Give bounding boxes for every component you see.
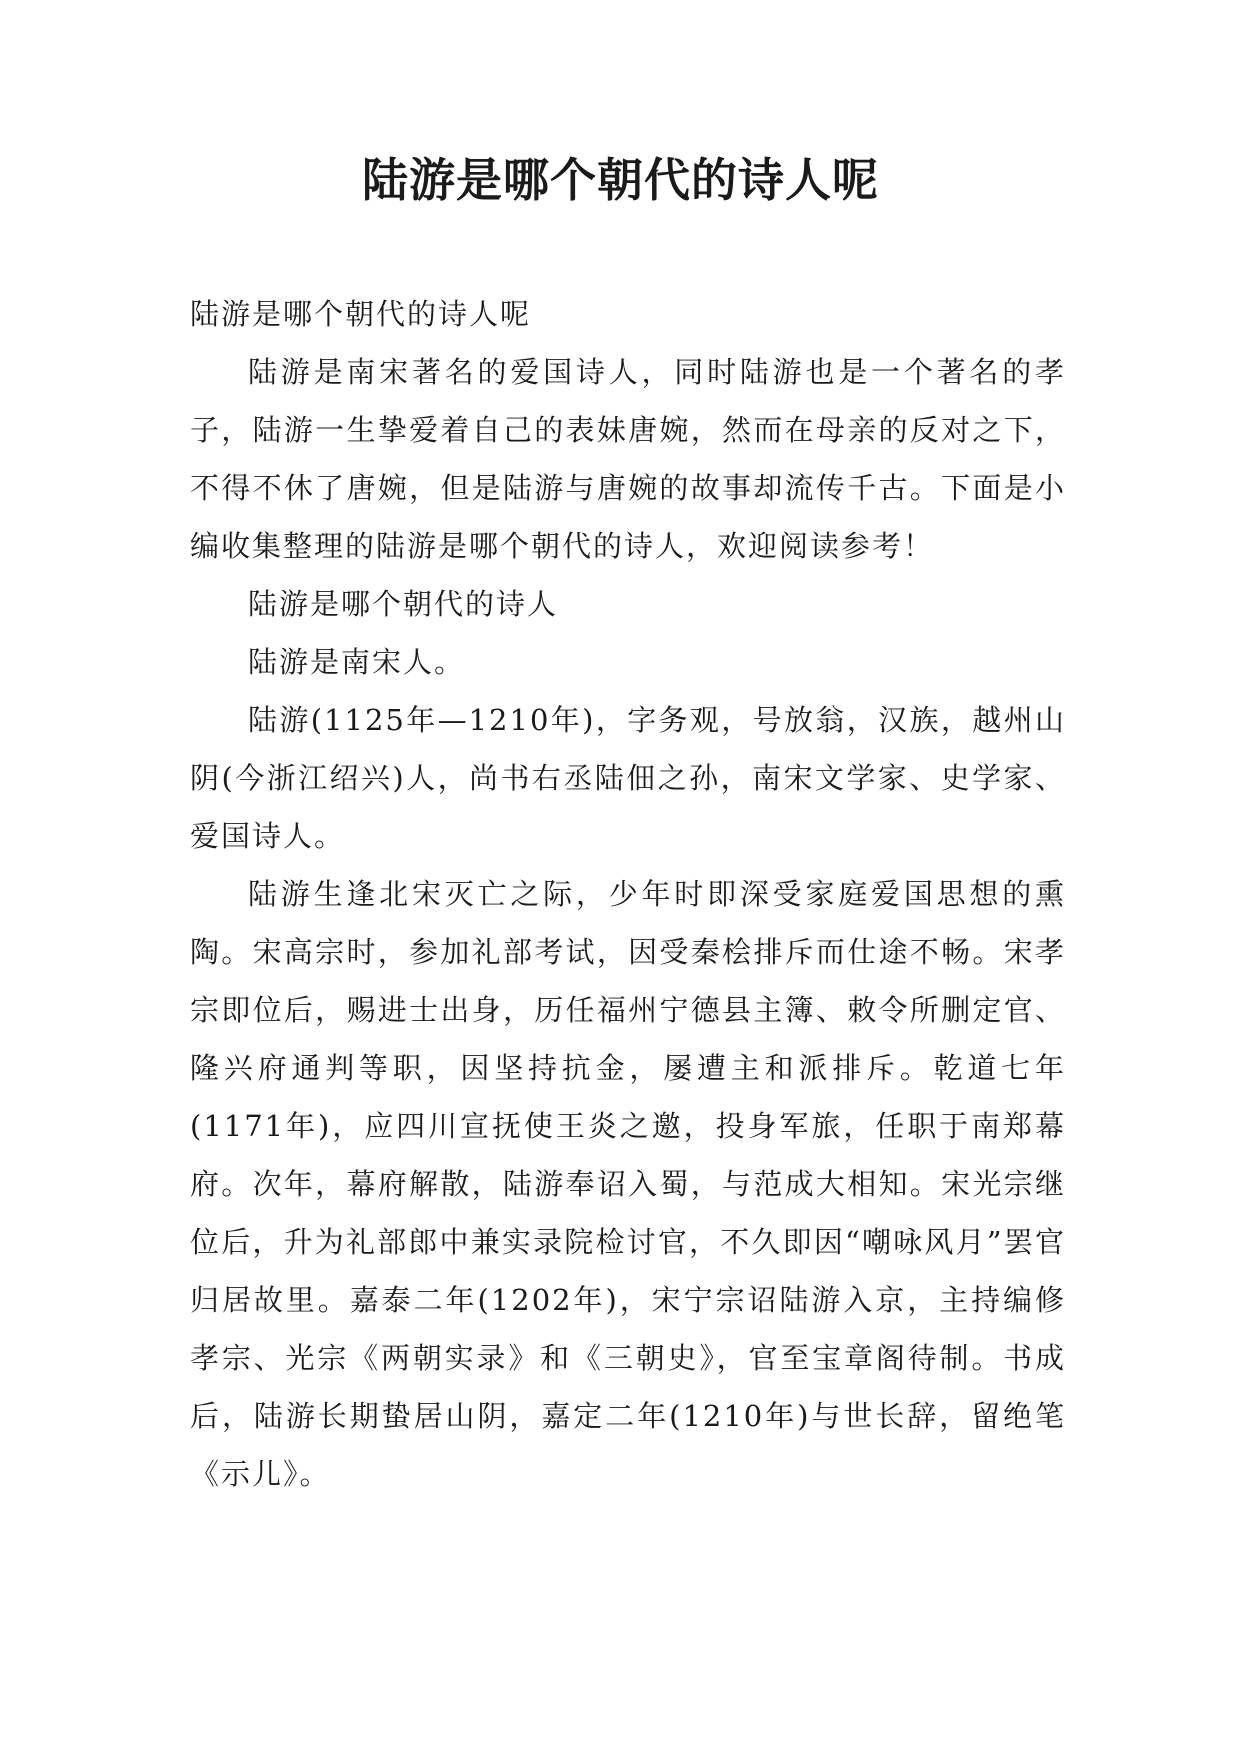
document-body <box>190 285 1066 1503</box>
document-title: 陆游是哪个朝代的诗人呢 <box>362 153 879 207</box>
paragraph-answer: 陆游是南宋人。 <box>248 645 466 679</box>
section-heading: 陆游是哪个朝代的诗人 <box>248 587 559 621</box>
paragraph-biography: 陆游(1125年—1210年)，字务观，号放翁，汉族，越州山阴(今浙江绍兴)人，尚书右丞陆佃之孙，南宋文学家、史学家、爱国诗人。 <box>190 703 1066 853</box>
paragraph-intro: 陆游是南宋著名的爱国诗人，同时陆游也是一个著名的孝子，陆游一生挚爱着自己的表妹唐婉，然而在母亲的反对之下，不得不休了唐婉，但是陆游与唐婉的故事却流传千古。下面是小编收集整理的陆游是哪个朝代的诗人，欢迎阅读参考！ <box>190 355 1066 563</box>
paragraph-career: 陆游生逢北宋灭亡之际，少年时即深受家庭爱国思想的熏陶。宋高宗时，参加礼部考试，因受秦桧排斥而仕途不畅。宋孝宗即位后，赐进士出身，历任福州宁德县主簿、敕令所删定官、隆兴府通判等职，因坚持抗金，屡遭主和派排斥。乾道七年(1171年)，应四川宣抚使王炎之邀，投身军旅，任职于南郑幕府。次年，幕府解散，陆游奉诏入蜀，与范成大相知。宋光宗继位后，升为礼部郎中兼实录院检讨官，不久即因“嘲咏风月”罢官归居故里。嘉泰二年(1202年)，宋宁宗诏陆游入京，主持编修孝宗、光宗《两朝实录》和《三朝史》，官至宝章阁待制。书成后，陆游长期蛰居山阴，嘉定二年(1210年)与世长辞，留绝笔《示儿》。 <box>190 877 1066 1491</box>
paragraph-subtitle: 陆游是哪个朝代的诗人呢 <box>190 297 532 331</box>
